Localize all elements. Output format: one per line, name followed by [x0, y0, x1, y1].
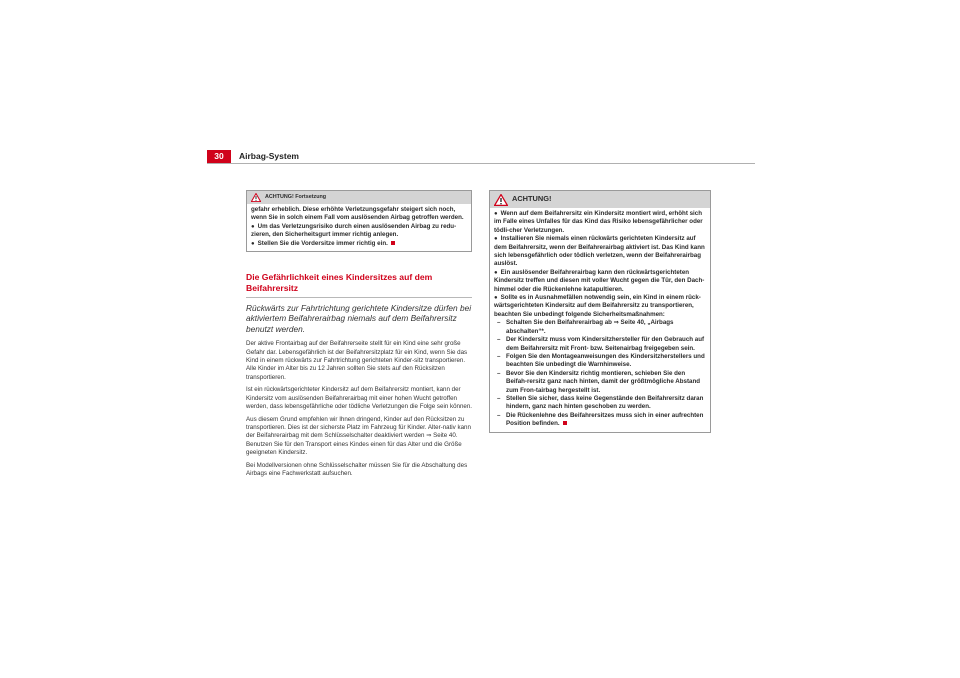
dash-icon: –: [497, 336, 501, 344]
dash-icon: –: [497, 319, 501, 327]
page-number: 30: [207, 150, 231, 163]
dash-icon: –: [497, 394, 501, 402]
bullet-icon: ●: [251, 240, 255, 247]
list-item: – Schalten Sie den Beifahrerairbag ab ⇒ Seite 40, „Airbags abschalten“*.: [497, 319, 674, 335]
end-marker-icon: [563, 421, 567, 425]
body-paragraph: Aus diesem Grund empfehlen wir Ihnen dringend, Kinder auf den Rücksitzen zu transportieren. Dies ist der sicherste Platz im Fahrzeug für Kinder. Alter-nativ kann der Beifahrerairbag mit dem Schlüsselschalter deaktiviert werden ⇒ Seite 40. Benutzen Sie für den Transport eines Kindes einen für das Alter und die Größe geeigneten Kindersitz.: [246, 415, 471, 457]
warning-header: [247, 191, 471, 204]
bullet-icon: ●: [251, 223, 255, 230]
body-paragraph: Der aktive Frontairbag auf der Beifahrerseite stellt für ein Kind eine sehr große Gefahr dar. Lebensgefährlich ist der Beifahrersitzplatz für ein Kind, wenn Sie das Kind in einem rückwärts zur Fahrtrichtung gerichteten Kinder-sitz transportieren. Alle Kinder im Alter bis zu 12 Jahren sollten Sie stets auf den Rücksitzen transportieren.: [246, 340, 468, 381]
list-item: – Die Rückenlehne des Beifahrersitzes muss sich in einer aufrechten Position befinden.: [497, 411, 704, 428]
warning-box: [489, 190, 711, 433]
left-column: [246, 190, 472, 482]
list-item: ● Installieren Sie niemals einen rückwärts gerichteten Kindersitz auf dem Beifahrersitz, wenn der Beifahrerairbag aktiviert ist. Das Kind kann sich lebensgefährlich oder tödlich verletzen, wenn der Beifahrerairbag auslöst.: [494, 235, 705, 268]
list-item: – Folgen Sie den Montageanweisungen des Kindersitzherstellers und beachten Sie unbedingt die Warnhinweise.: [497, 352, 705, 369]
list-item: ● Wenn auf dem Beifahrersitz ein Kindersitz montiert wird, erhöht sich im Falle eines Unfalles für das Kind das Risiko lebensgefährlicher oder tödli-cher Verletzungen.: [494, 210, 703, 234]
bullet-icon: ●: [494, 211, 498, 217]
dash-icon: –: [497, 352, 501, 360]
page-header: [207, 150, 755, 164]
warning-body: [490, 208, 710, 432]
list-item: – Bevor Sie den Kindersitz richtig montieren, schieben Sie den Beifah-rersitz ganz nach hinten, damit der größtmögliche Abstand zum Fron-tairbag hergestellt ist.: [497, 369, 701, 394]
section-title: Die Gefährlichkeit eines Kindersitzes auf dem Beifahrersitz: [246, 272, 472, 298]
body-paragraph: Bei Modellversionen ohne Schlüsselschalter müssen Sie für die Abschaltung des Airbags eine Fachwerkstatt aufsuchen.: [246, 461, 468, 477]
list-item: ● Um das Verletzungsrisiko durch einen auslösenden Airbag zu redu-zieren, den Sicherheitsgurt immer richtig anlegen.: [251, 222, 457, 239]
list-item: – Der Kindersitz muss vom Kindersitzhersteller für den Gebrauch auf dem Beifahrersitz mit Front- bzw. Seitenairbag freigegeben sein.: [497, 336, 705, 352]
list-item: ● Stellen Sie die Vordersitze immer richtig ein.: [251, 240, 467, 248]
continued-warning-box: [246, 190, 472, 252]
dash-icon: –: [497, 411, 501, 419]
warning-triangle-icon: [494, 194, 508, 206]
warning-triangle-icon: [251, 193, 261, 202]
dash-icon: –: [497, 369, 501, 377]
list-item: – Stellen Sie sicher, dass keine Gegenstände den Beifahrersitz daran hindern, ganz nach hinten geschoben zu werden.: [497, 394, 704, 411]
header-rule: [207, 163, 755, 164]
list-item: ● Ein auslösender Beifahrerairbag kann den rückwärtsgerichteten Kindersitz treffen und diesen mit voller Wucht gegen die Tür, den Dach-himmel oder die Rückenlehne katapultieren.: [494, 268, 705, 293]
warning-heading: ACHTUNG!: [512, 194, 552, 204]
warning-header: [490, 191, 710, 208]
section-lead: Rückwärts zur Fahrtrichtung gerichtete Kindersitze dürfen bei aktiviertem Beifahrerairbag niemals auf dem Beifahrersitz benutzt werden.: [246, 303, 472, 334]
chapter-title: Airbag-System: [239, 151, 299, 161]
warning-heading: ACHTUNG! Fortsetzung: [265, 194, 327, 201]
body-paragraph: Ist ein rückwärtsgerichteter Kindersitz auf dem Beifahrersitz montiert, kann der Kindersitz vom auslösenden Beifahrerairbag mit einer hohen Wucht getroffen werden, dass lebensgefährliche oder tödliche Verletzungen die Folge sein können.: [246, 386, 472, 411]
bullet-icon: ●: [494, 269, 498, 276]
bullet-icon: ●: [494, 295, 498, 302]
continuation-text: gefahr erheblich. Diese erhöhte Verletzungsgefahr steigert sich noch, wenn Sie in solch einem Fall vom auslösenden Airbag getroffen werden.: [251, 206, 464, 222]
warning-body: [247, 204, 471, 251]
bullet-icon: ●: [494, 236, 498, 243]
end-marker-icon: [391, 241, 395, 245]
right-column: [489, 190, 711, 433]
list-item: ● Sollte es in Ausnahmefällen notwendig sein, ein Kind in einem rück-wärtsgerichteten Kindersitz auf dem Beifahrersitz zu transportieren, beachten Sie unbedingt folgende Sicherheitsmaßnahmen:: [494, 294, 701, 318]
